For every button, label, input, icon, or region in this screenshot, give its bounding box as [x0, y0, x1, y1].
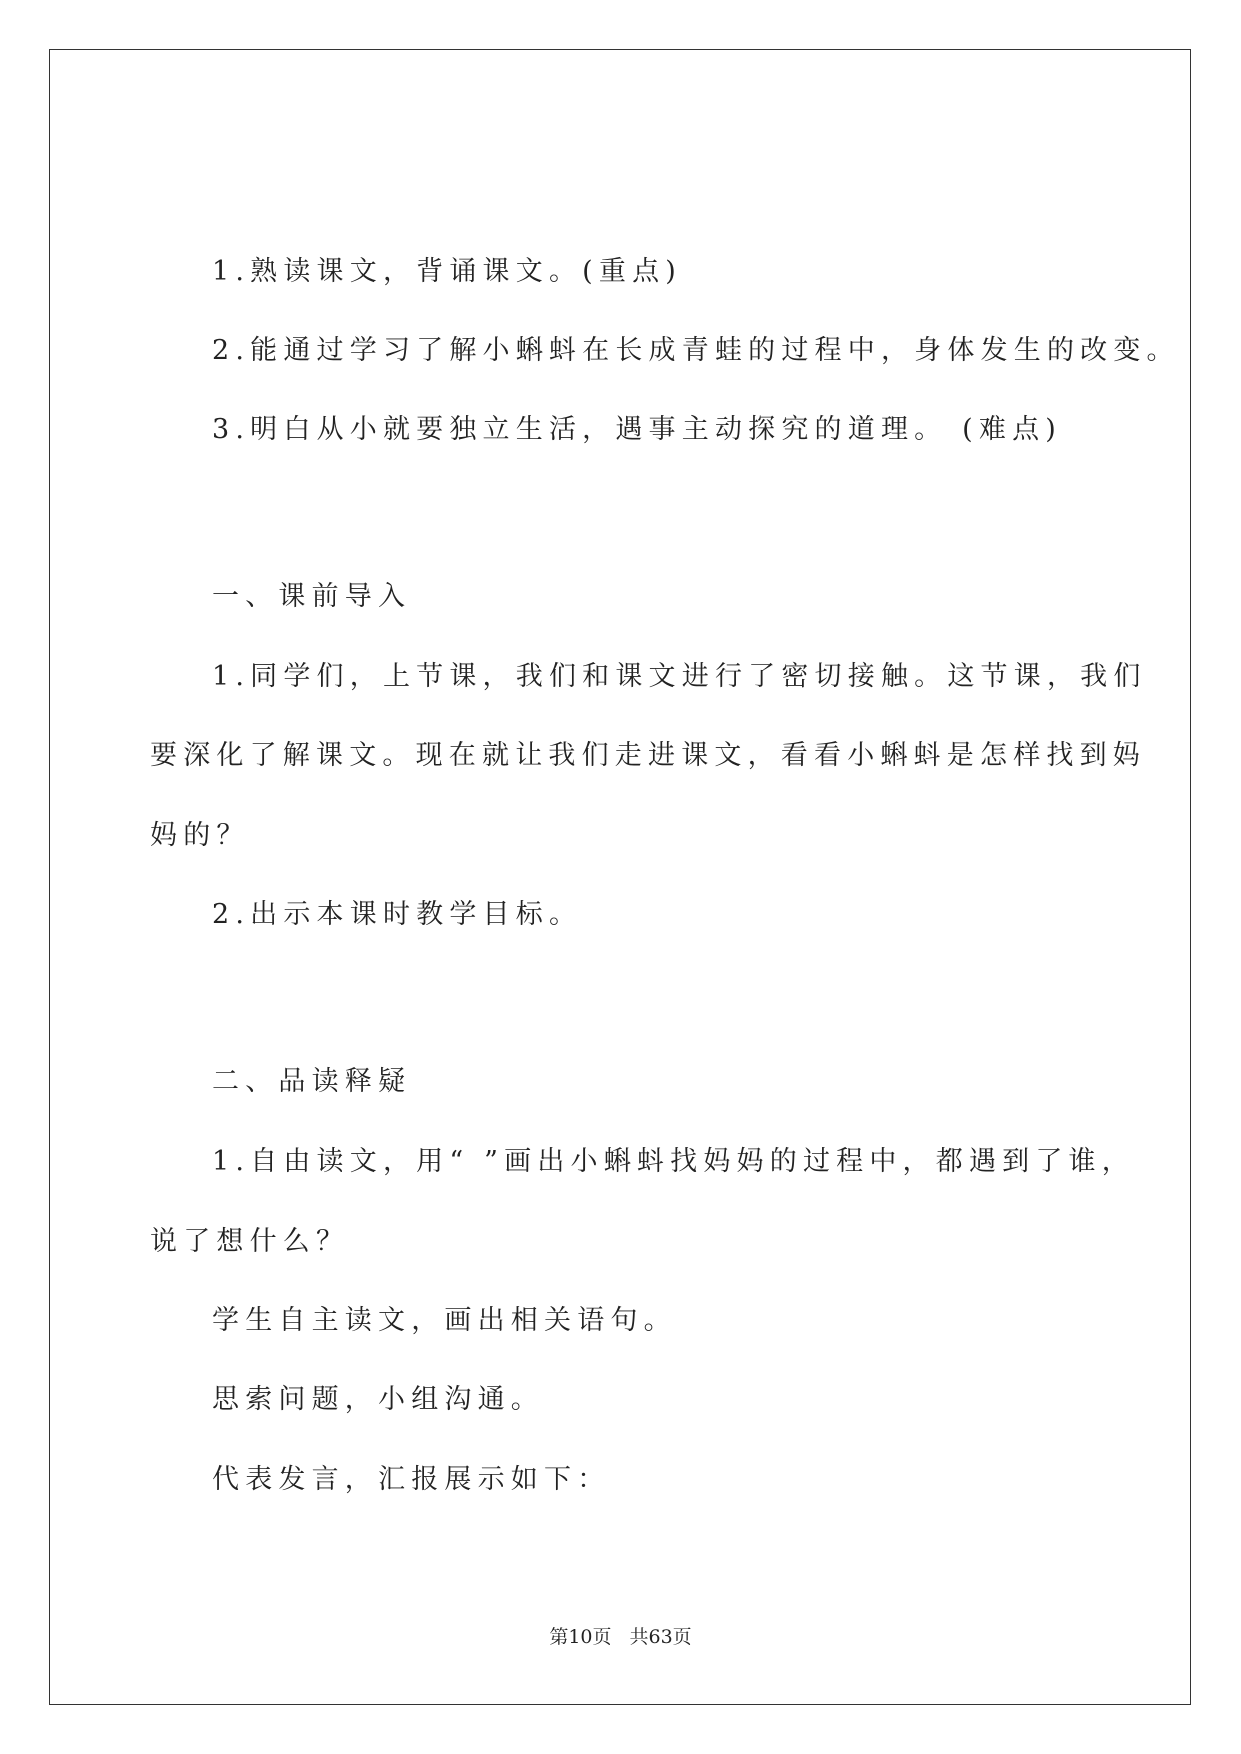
section-heading-1: 一、课前导入: [212, 581, 412, 612]
paragraph-line: 代表发言，汇报展示如下：: [212, 1464, 611, 1495]
objective-3: 3.明白从小就要独立生活，遇事主动探究的道理。 (难点): [212, 414, 1063, 445]
paragraph-line: 学生自主读文，画出相关语句。: [212, 1305, 677, 1336]
objective-2: 2.能通过学习了解小蝌蚪在长成青蛙的过程中，身体发生的改变。: [212, 335, 1180, 366]
page-footer: [0, 1624, 1241, 1650]
paragraph-line: 思索问题，小组沟通。: [212, 1384, 544, 1415]
paragraph-line: 1.同学们，上节课，我们和课文进行了密切接触。这节课，我们: [212, 661, 1147, 692]
paragraph-line: 2.出示本课时教学目标。: [212, 899, 583, 930]
paragraph-line: 妈的？: [150, 820, 250, 851]
objective-1: 1.熟读课文，背诵课文。(重点): [212, 256, 683, 287]
section-heading-2: 二、品读释疑: [212, 1066, 412, 1097]
page-total: 共63页: [629, 1626, 692, 1648]
paragraph-line: 要深化了解课文。现在就让我们走进课文，看看小蝌蚪是怎样找到妈: [150, 740, 1146, 771]
paragraph-line: 说了想什么？: [150, 1226, 350, 1257]
page-frame: [49, 49, 1191, 1705]
paragraph-line: 1.自由读文，用“ ”画出小蝌蚪找妈妈的过程中，都遇到了谁，: [212, 1146, 1135, 1177]
page-number: 第10页: [549, 1626, 612, 1648]
